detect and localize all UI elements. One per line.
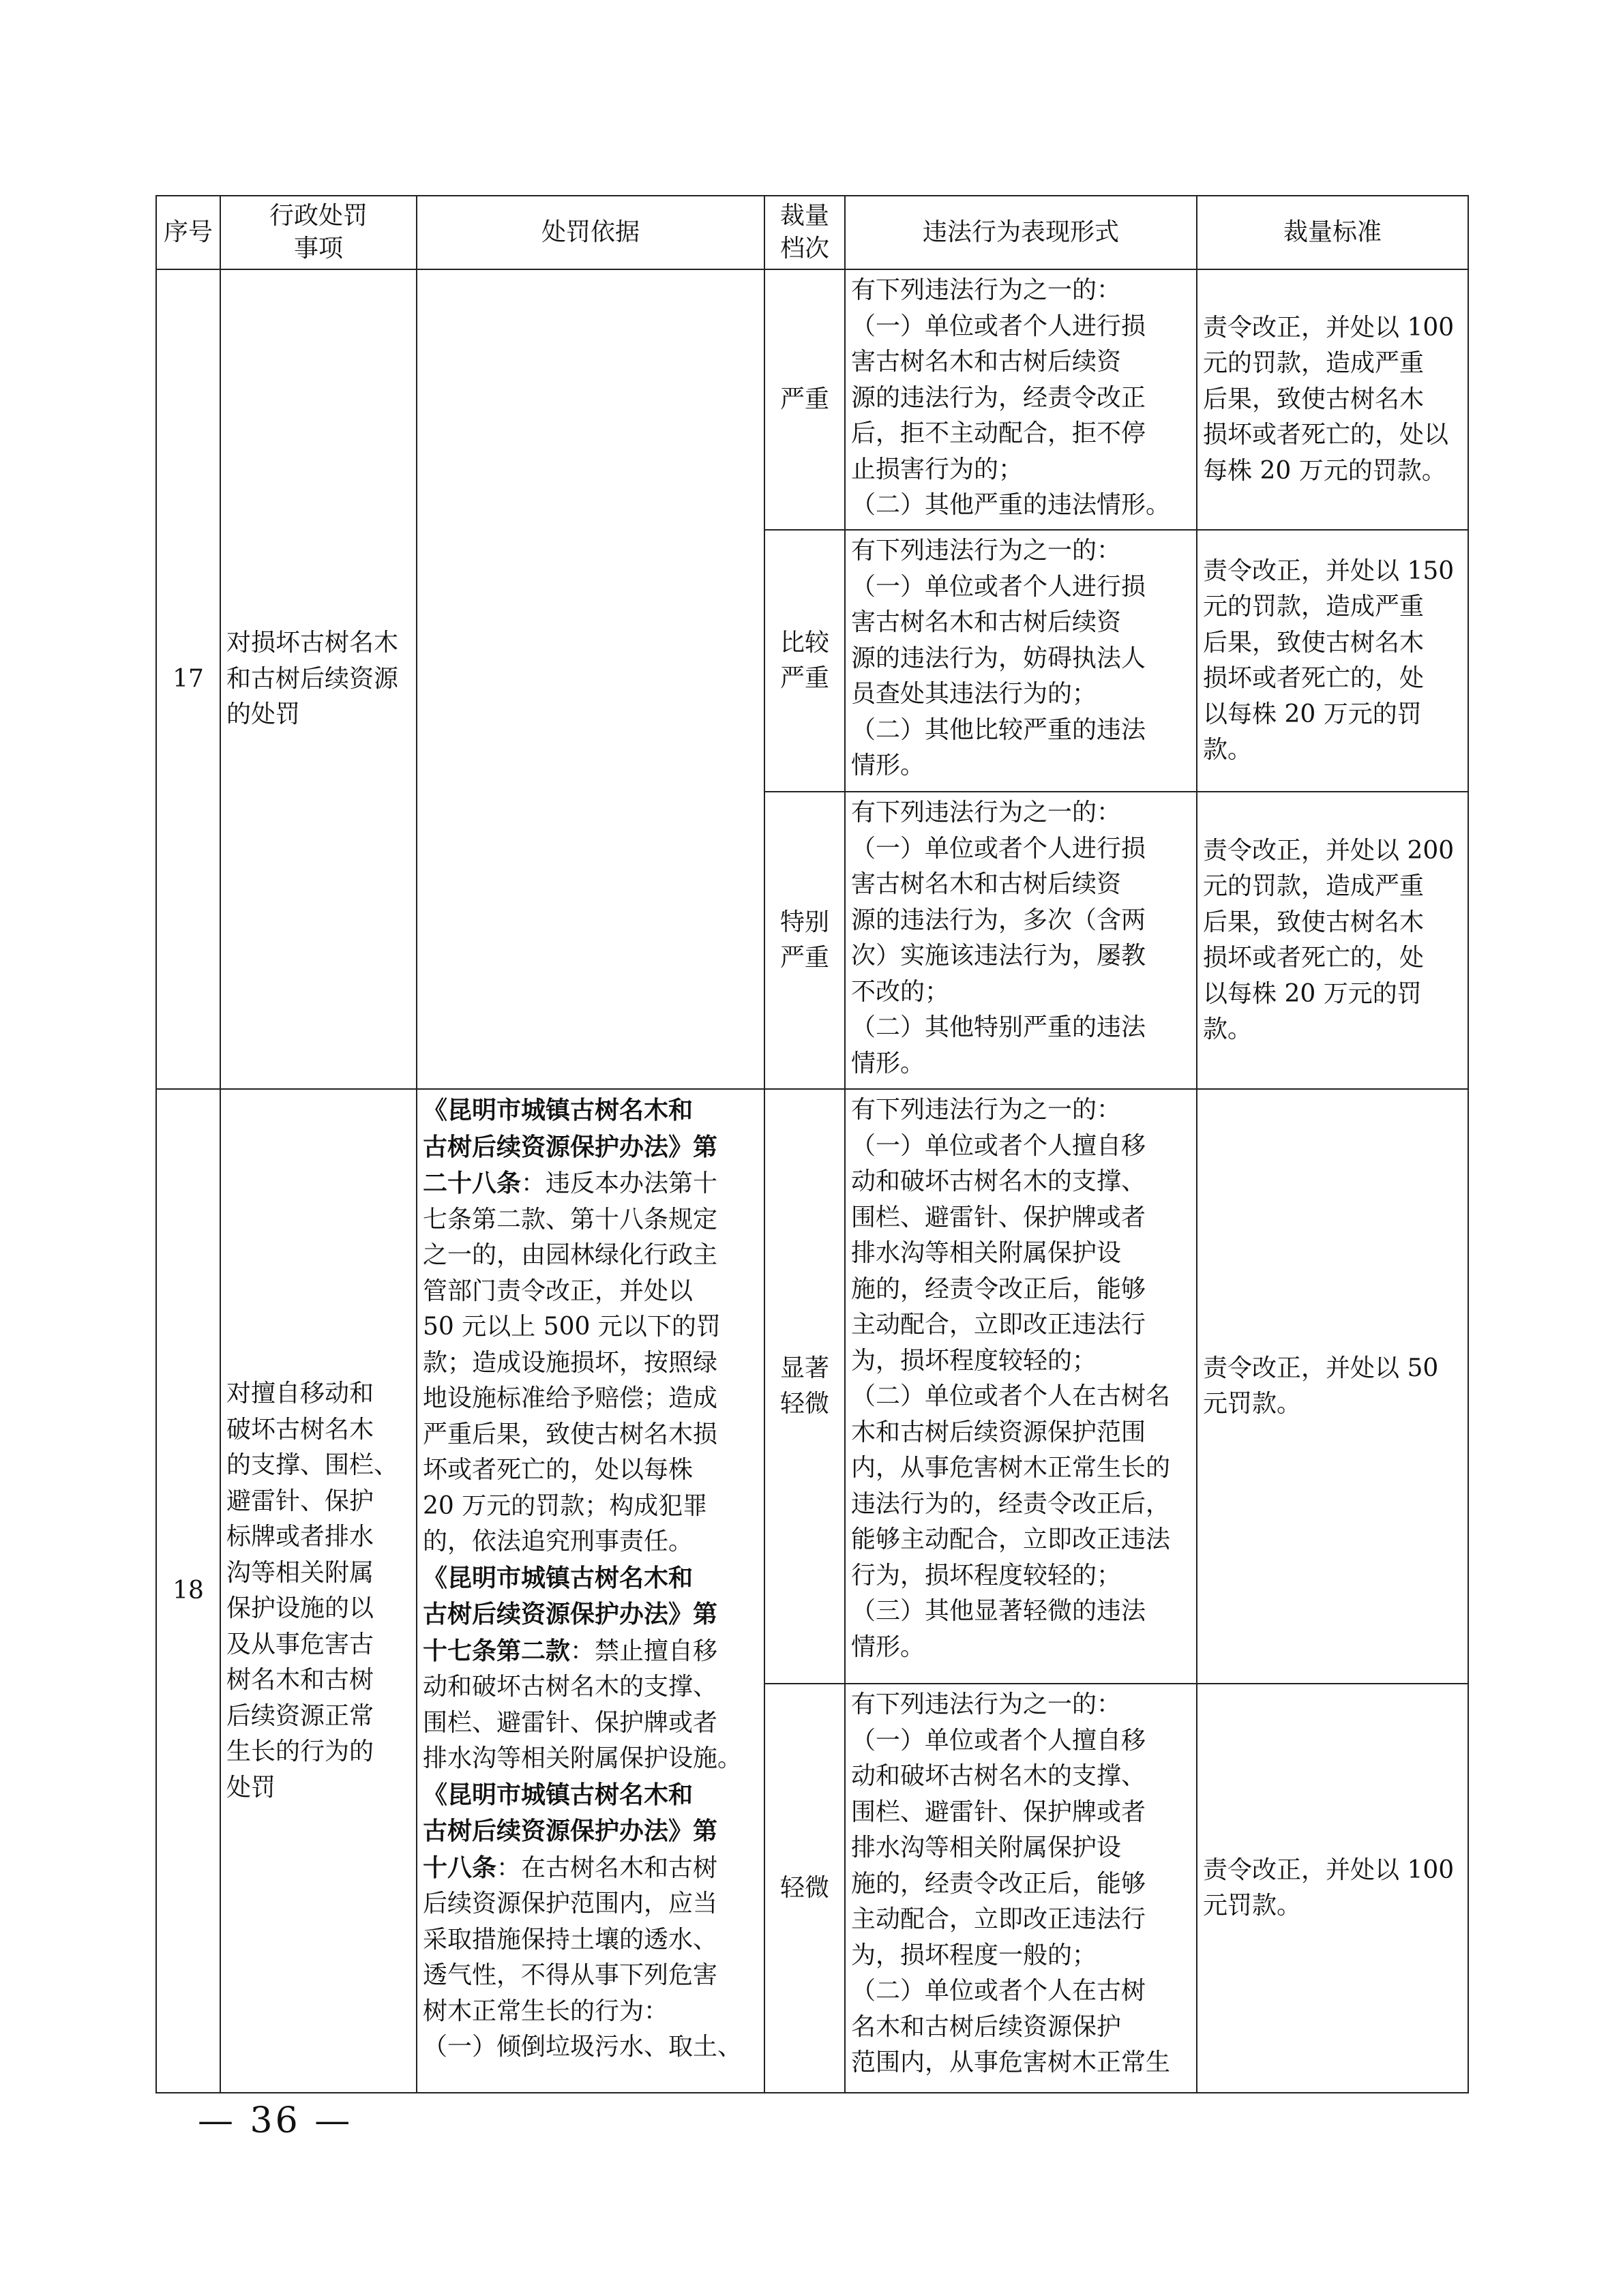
text-line: 次）实施该违法行为，屡教 xyxy=(851,942,1146,970)
text-line: 不改的； xyxy=(851,977,950,1006)
text-line: （三）其他显著轻微的违法 xyxy=(851,1597,1146,1625)
text-line: 后果，致使古树名木 xyxy=(1203,908,1425,936)
text-line xyxy=(423,1633,758,1670)
text-line xyxy=(423,1165,758,1202)
law-reference: 《昆明市城镇古树名木和 xyxy=(423,1780,694,1809)
text-line: 责令改正，并处以 150 xyxy=(1203,556,1455,585)
clause-text: ：在古树名木和古树 xyxy=(496,1853,718,1882)
text-line: 范围内，从事危害树木正常生 xyxy=(851,2048,1171,2076)
text-line: 有下列违法行为之一的： xyxy=(851,1690,1122,1718)
text-line: 透气性，不得从事下列危害 xyxy=(423,1961,718,1989)
text-line: 害古树名木和古树后续资 xyxy=(851,348,1122,376)
table-row xyxy=(156,1089,1468,1684)
text-line: 采取措施保持土壤的透水、 xyxy=(423,1925,718,1954)
text-line: 有下列违法行为之一的： xyxy=(851,276,1122,304)
discretion-standard xyxy=(1197,530,1468,792)
text-line: 轻微 xyxy=(779,1873,829,1902)
text-line: 事项 xyxy=(293,235,343,263)
text-line: 木和古树后续资源保护范围 xyxy=(851,1418,1146,1446)
text-line: 以每株 20 万元的罚款。 xyxy=(1203,700,1422,764)
penalty-basis xyxy=(417,1089,764,2093)
text-line: 特别 xyxy=(779,908,829,936)
text-line: 档次 xyxy=(779,235,829,263)
text-line: 元罚款。 xyxy=(1203,1390,1302,1418)
text-line: 情形。 xyxy=(851,1049,925,1077)
text-line: 为，损坏程度较轻的； xyxy=(851,1346,1097,1375)
header-row xyxy=(156,196,1468,269)
text-line: （二）单位或者个人在古树名 xyxy=(851,1382,1171,1410)
text-line: 后，拒不主动配合，拒不停 xyxy=(851,419,1146,447)
text-line: 动和破坏古树名木的支撑、 xyxy=(423,1673,718,1701)
text-line: 施的，经责令改正后，能够 xyxy=(851,1274,1146,1303)
text-line: 后续资源保护范围内，应当 xyxy=(423,1890,718,1918)
text-line: 以每株 20 万元的罚款。 xyxy=(1203,979,1422,1043)
text-line: 元的罚款，造成严重 xyxy=(1203,593,1425,621)
text-line: 避雷针、保护 xyxy=(226,1487,374,1515)
text-line: 围栏、避雷针、保护牌或者 xyxy=(851,1798,1146,1826)
text-line xyxy=(423,1129,758,1166)
text-line: 有下列违法行为之一的： xyxy=(851,1096,1122,1124)
law-reference: 十八条 xyxy=(423,1853,497,1882)
text-line: 管部门责令改正，并处以 xyxy=(423,1277,694,1305)
text-line: 元罚款。 xyxy=(1203,1892,1302,1920)
law-reference: 《昆明市城镇古树名木和 xyxy=(423,1096,694,1124)
basis-clause xyxy=(423,1092,758,1560)
text-line: 沟等相关附属 xyxy=(226,1558,374,1587)
text-line: 处罚 xyxy=(226,1773,276,1802)
discretion-level xyxy=(764,1089,845,1684)
text-line: 后续资源正常 xyxy=(226,1701,374,1730)
text-line: 行政处罚 xyxy=(269,202,368,230)
text-line: 责令改正，并处以 100 xyxy=(1203,313,1455,342)
text-line: 树名木和古树 xyxy=(226,1666,374,1694)
text-line: 严重后果，致使古树名木损 xyxy=(423,1420,718,1448)
text-line xyxy=(423,1777,758,1814)
violation-form xyxy=(845,792,1197,1089)
text-line: 的，依法追究刑事责任。 xyxy=(423,1527,694,1555)
text-line: 责令改正，并处以 200 xyxy=(1203,836,1455,865)
text-line: 违法行为的，经责令改正后， xyxy=(851,1489,1171,1518)
text-line: 排水沟等相关附属保护设施。 xyxy=(423,1744,743,1772)
text-line: 名木和古树后续资源保护 xyxy=(851,2012,1122,2041)
text-line: 排水沟等相关附属保护设 xyxy=(851,1239,1122,1267)
text-line: （一）单位或者个人进行损 xyxy=(851,834,1146,863)
violation-form xyxy=(845,1684,1197,2093)
text-line: 有下列违法行为之一的： xyxy=(851,537,1122,565)
discretion-level xyxy=(764,269,845,530)
text-line: 坏或者死亡的，处以每株 xyxy=(423,1456,694,1484)
discretion-standard xyxy=(1197,792,1468,1089)
penalty-item xyxy=(220,1089,417,2093)
law-reference: 古树后续资源保护办法》第 xyxy=(423,1817,718,1845)
basis-clause xyxy=(423,1777,758,2066)
discretion-level xyxy=(764,792,845,1089)
text-line: 害古树名木和古树后续资 xyxy=(851,608,1122,636)
violation-form xyxy=(845,269,1197,530)
text-line: 源的违法行为，经责令改正 xyxy=(851,383,1146,412)
text-line: 及从事危害古 xyxy=(226,1630,374,1658)
text-line: 标牌或者排水 xyxy=(226,1523,374,1551)
violation-form xyxy=(845,1089,1197,1684)
text-line: （二）其他比较严重的违法 xyxy=(851,715,1146,744)
text-line: 生长的行为的 xyxy=(226,1738,374,1765)
page-number: — 36 — xyxy=(198,2100,353,2141)
text-line: 止损害行为的； xyxy=(851,455,1024,483)
text-line: 主动配合，立即改正违法行 xyxy=(851,1905,1146,1933)
text-line: 行为，损坏程度较轻的； xyxy=(851,1561,1122,1590)
text-line: 款；造成设施损坏，按照绿 xyxy=(423,1348,718,1377)
text-line: 员查处其违法行为的； xyxy=(851,680,1097,708)
law-reference: 古树后续资源保护办法》第 xyxy=(423,1132,718,1161)
text-line: 情形。 xyxy=(851,1632,925,1661)
text-line: （二）单位或者个人在古树 xyxy=(851,1977,1146,2005)
text-line xyxy=(423,1850,758,1887)
text-line: 源的违法行为，多次（含两 xyxy=(851,906,1146,934)
text-line: 严重 xyxy=(779,944,829,972)
law-reference: 古树后续资源保护办法》第 xyxy=(423,1600,718,1628)
text-line: （一）单位或者个人擅自移 xyxy=(851,1726,1146,1755)
text-line: 主动配合，立即改正违法行 xyxy=(851,1311,1146,1339)
text-line: （二）其他严重的违法情形。 xyxy=(851,491,1171,519)
header-index: 序号 xyxy=(156,196,220,269)
text-line: （二）其他特别严重的违法 xyxy=(851,1013,1146,1041)
text-line: 50 元以上 500 元以下的罚 xyxy=(423,1313,721,1341)
law-reference: 十七条第二款 xyxy=(423,1636,571,1665)
discretion-standard xyxy=(1197,1089,1468,1684)
text-line: 七条第二款、第十八条规定 xyxy=(423,1205,718,1234)
text-line: 损坏或者死亡的，处 xyxy=(1203,664,1425,692)
text-line: 动和破坏古树名木的支撑、 xyxy=(851,1762,1146,1790)
text-line: 元的罚款，造成严重 xyxy=(1203,349,1425,378)
violation-form xyxy=(845,530,1197,792)
text-line: 责令改正，并处以 50 xyxy=(1203,1354,1439,1382)
text-line: 损坏或者死亡的，处以 xyxy=(1203,421,1449,449)
text-line: 后果，致使古树名木 xyxy=(1203,628,1425,657)
text-line: 排水沟等相关附属保护设 xyxy=(851,1834,1122,1862)
text-line: 能够主动配合，立即改正违法 xyxy=(851,1525,1171,1553)
basis-clause xyxy=(423,1560,758,1777)
text-line: 围栏、避雷针、保护牌或者 xyxy=(423,1708,718,1737)
text-line: （一）单位或者个人进行损 xyxy=(851,312,1146,340)
penalty-basis-empty xyxy=(417,269,764,1089)
text-line: 20 万元的罚款；构成犯罪 xyxy=(423,1491,708,1520)
law-reference: 二十八条 xyxy=(423,1169,522,1197)
text-line: 显著 xyxy=(779,1354,829,1382)
text-line: 轻微 xyxy=(779,1390,829,1418)
text-line xyxy=(423,1813,758,1850)
text-line: （一）单位或者个人进行损 xyxy=(851,572,1146,601)
text-line: 树木正常生长的行为： xyxy=(423,1997,669,2025)
text-line xyxy=(423,1092,758,1129)
text-line: （一）单位或者个人擅自移 xyxy=(851,1131,1146,1160)
text-line: 施的，经责令改正后，能够 xyxy=(851,1869,1146,1898)
row-index: 17 xyxy=(156,269,220,1089)
text-line: 后果，致使古树名木 xyxy=(1203,385,1425,413)
text-line xyxy=(423,1596,758,1633)
text-line: 动和破坏古树名木的支撑、 xyxy=(851,1167,1146,1195)
text-line: 裁量 xyxy=(779,202,829,230)
text-line: 损坏或者死亡的，处 xyxy=(1203,944,1425,972)
table-row xyxy=(156,269,1468,530)
text-line: 破坏古树名木 xyxy=(226,1415,374,1444)
row-index: 18 xyxy=(156,1089,220,2093)
discretion-standard xyxy=(1197,269,1468,530)
law-reference: 《昆明市城镇古树名木和 xyxy=(423,1563,694,1592)
text-line: 责令改正，并处以 100 xyxy=(1203,1855,1455,1884)
text-line: 源的违法行为，妨碍执法人 xyxy=(851,644,1146,672)
text-line: 元的罚款，造成严重 xyxy=(1203,872,1425,900)
text-line: 之一的，由园林绿化行政主 xyxy=(423,1241,718,1269)
text-line: 严重 xyxy=(779,664,829,692)
text-line: 对擅自移动和 xyxy=(226,1380,374,1407)
text-line: 严重 xyxy=(779,385,829,413)
clause-text: ：禁止擅自移 xyxy=(570,1637,718,1665)
header-standard: 裁量标准 xyxy=(1197,196,1468,269)
text-line: 围栏、避雷针、保护牌或者 xyxy=(851,1203,1146,1232)
penalty-item: 对损坏古树名木和古树后续资源的处罚 xyxy=(220,269,417,1089)
text-line: （一）倾倒垃圾污水、取土、 xyxy=(423,2033,743,2061)
text-line: 内，从事危害树木正常生长的 xyxy=(851,1454,1171,1482)
text-line xyxy=(423,1560,758,1597)
text-line: 保护设施的以 xyxy=(226,1594,374,1622)
text-line: 为，损坏程度一般的； xyxy=(851,1941,1097,1969)
text-line: 情形。 xyxy=(851,751,925,779)
text-line: 比较 xyxy=(779,628,829,657)
header-basis: 处罚依据 xyxy=(417,196,764,269)
discretion-level xyxy=(764,530,845,792)
text-line: 害古树名木和古树后续资 xyxy=(851,870,1122,898)
text-line: 的支撑、围栏、 xyxy=(226,1451,399,1479)
text-line: 地设施标准给予赔偿；造成 xyxy=(423,1384,718,1412)
clause-text: ：违反本办法第十 xyxy=(521,1169,718,1197)
basis-clauses xyxy=(423,1092,758,2066)
text-line: 每株 20 万元的罚款。 xyxy=(1203,456,1446,485)
header-item xyxy=(220,196,417,269)
header-form: 违法行为表现形式 xyxy=(845,196,1197,269)
header-level xyxy=(764,196,845,269)
discretion-level xyxy=(764,1684,845,2093)
discretion-standard xyxy=(1197,1684,1468,2093)
penalty-table xyxy=(155,195,1469,2093)
text-line: 有下列违法行为之一的： xyxy=(851,799,1122,826)
